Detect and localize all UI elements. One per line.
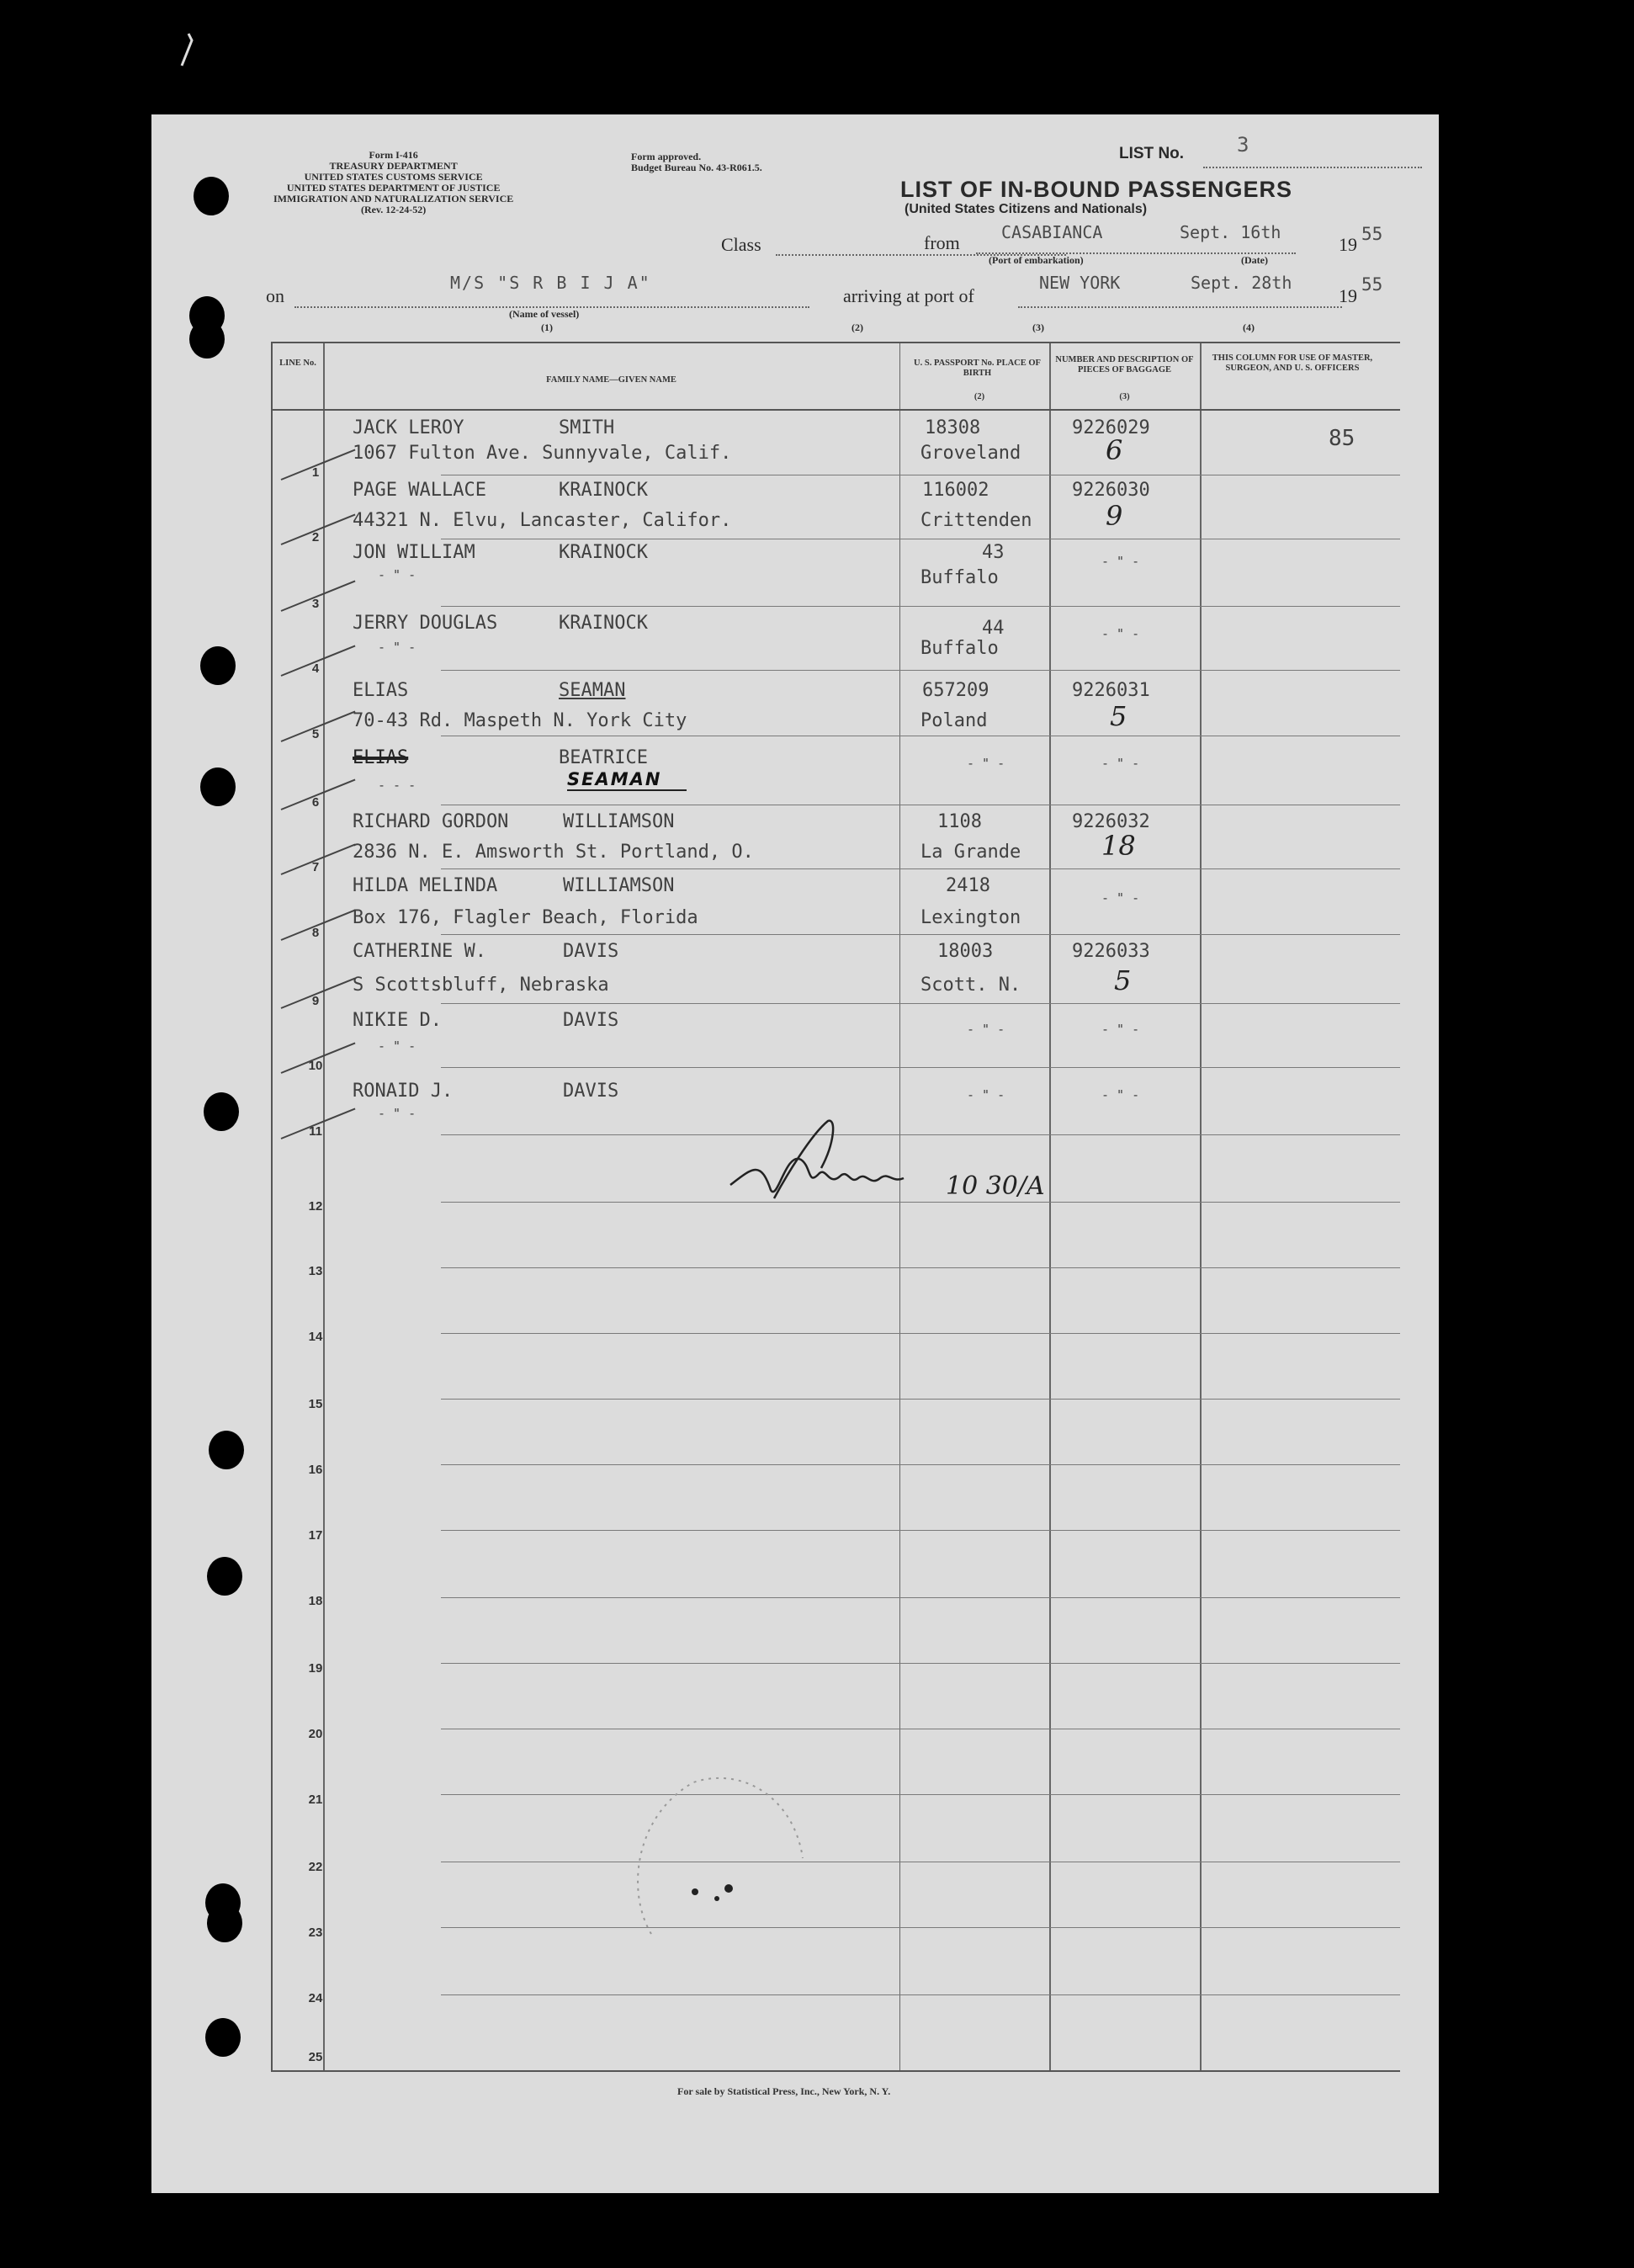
row-6-family: BEATRICE (559, 747, 648, 768)
row-7-birthplace: La Grande (920, 842, 1021, 863)
line-number: 4 (311, 661, 320, 676)
line-number: 19 (308, 1661, 323, 1676)
line-number: 2 (311, 530, 320, 544)
row-3-birthplace: Buffalo (920, 567, 999, 588)
row-9-passport: 18003 (937, 941, 994, 962)
arriving-label: arriving at port of (843, 285, 974, 306)
row-5-family: SEAMAN (559, 680, 626, 701)
row-8-passport: 2418 (946, 875, 990, 896)
row-5-birthplace: Poland (920, 710, 988, 731)
row-11-address: - " - (378, 1106, 416, 1121)
row-9-family: DAVIS (563, 941, 619, 962)
departure-year-prefix: 19 (1339, 234, 1357, 255)
page-subtitle: (United States Citizens and Nationals) (905, 202, 1148, 216)
column-header-passport: U. S. PASSPORT No. PLACE OF BIRTH (914, 359, 1041, 378)
departure-year: 55 (1361, 224, 1383, 244)
row-2-address: 44321 N. Elvu, Lancaster, Califor. (353, 510, 732, 531)
row-4-family: KRAINOCK (559, 613, 648, 634)
port-caption: (Port of embarkation) (989, 254, 1084, 266)
punch-hole (207, 1557, 242, 1596)
punch-hole (204, 1092, 239, 1131)
row-10-passport: - " - (967, 1022, 1005, 1037)
table-row-rule (441, 1267, 1400, 1268)
row-1-address: 1067 Fulton Ave. Sunnyvale, Calif. (353, 443, 732, 464)
from-label: from (924, 232, 960, 253)
row-3-family: KRAINOCK (559, 542, 648, 563)
row-2-baggage-number: 9226030 (1072, 480, 1150, 501)
signature-time: 10 30/A (946, 1171, 1045, 1201)
row-8-family: WILLIAMSON (563, 875, 675, 896)
line-number: 15 (308, 1397, 323, 1411)
line-number: 22 (308, 1860, 323, 1874)
row-6-passport: - " - (967, 756, 1005, 771)
punch-hole (200, 646, 236, 685)
row-3-baggage-number: - " - (1101, 554, 1140, 569)
row-4-baggage-number: - " - (1101, 626, 1140, 641)
footer-imprint: For sale by Statistical Press, Inc., New York, N. Y. (677, 2085, 891, 2097)
row-1-family: SMITH (559, 417, 615, 438)
line-number: 9 (311, 994, 320, 1008)
table-row-rule (441, 1333, 1400, 1334)
row-9-birthplace: Scott. N. (920, 975, 1021, 996)
table-row-rule (441, 1663, 1400, 1664)
column-header-line: LINE No. (279, 359, 316, 368)
row-4-given: JERRY DOUGLAS (353, 613, 498, 634)
line-number: 7 (311, 860, 320, 874)
row-5-pieces: 5 (1110, 700, 1127, 732)
vessel-name: M/S "S R B I J A" (450, 273, 651, 293)
row-2-given: PAGE WALLACE (353, 480, 486, 501)
line-number: 13 (308, 1264, 323, 1278)
row-8-address: Box 176, Flagler Beach, Florida (353, 907, 698, 928)
handwritten-seaman: SEAMAN (567, 769, 687, 791)
faint-stamp (618, 1766, 820, 1959)
corner-pen-mark (177, 32, 194, 71)
row-11-given: RONAID J. (353, 1081, 454, 1102)
line-number: 20 (308, 1727, 323, 1741)
row-2-birthplace: Crittenden (920, 510, 1032, 531)
row-1-birthplace: Groveland (920, 443, 1021, 464)
line-number: 23 (308, 1925, 323, 1940)
line-number: 14 (308, 1330, 323, 1344)
line-number: 3 (311, 597, 320, 611)
row-4-address: - " - (378, 640, 416, 655)
list-number-value: 3 (1237, 133, 1249, 157)
class-label: Class (721, 234, 761, 255)
line-number: 16 (308, 1463, 323, 1477)
line-number: 11 (309, 1124, 322, 1139)
row-10-given: NIKIE D. (353, 1010, 442, 1031)
row-8-given: HILDA MELINDA (353, 875, 498, 896)
table-row-rule (441, 1067, 1400, 1068)
vessel-caption: (Name of vessel) (509, 308, 580, 320)
table-row-rule (441, 1530, 1400, 1531)
table-row-rule (441, 934, 1400, 935)
table-row-rule (441, 1994, 1400, 1995)
row-5-address: 70-43 Rd. Maspeth N. York City (353, 710, 687, 731)
line-number: 18 (308, 1594, 323, 1608)
row-6-baggage-number: - " - (1101, 756, 1140, 771)
row-1-pieces: 6 (1106, 434, 1123, 466)
punch-hole (205, 2018, 241, 2057)
row-11-family: DAVIS (563, 1081, 619, 1102)
row-11-baggage-number: - " - (1101, 1087, 1140, 1102)
on-label: on (266, 285, 284, 306)
table-row-rule (441, 1399, 1400, 1400)
row-3-passport: 43 (982, 542, 1005, 563)
row-7-baggage-number: 9226032 (1072, 811, 1150, 832)
officer-mark: 85 (1329, 426, 1355, 451)
line-number: 5 (311, 727, 320, 741)
line-number: 10 (308, 1059, 323, 1073)
arrival-year: 55 (1361, 274, 1383, 295)
row-5-baggage-number: 9226031 (1072, 680, 1150, 701)
arrival-year-prefix: 19 (1339, 285, 1357, 306)
row-9-given: CATHERINE W. (353, 941, 486, 962)
row-2-pieces: 9 (1106, 500, 1123, 532)
manifest-sheet: Form I-416 TREASURY DEPARTMENT UNITED STATES CUSTOMS SERVICE UNITED STATES DEPARTMENT OF JUSTICE IMMIGRATION AND NATURALIZATION SERVICE (Rev. 12-24-52) Form approved. Budget Bureau No. 43-R061.5. LIST No. 3 LIST OF IN-BOUND PASSENGERS (United States Citizens and Nationals) Class from CASABIANCA Sept. 16th 19 55 (Port of embarkation) (Date) on M/S "S R B I J A" (Name of vessel) (1) arriving at port of NEW YORK Sept. 28th 19 55 (2) (3) (4) LINE No. FAMILY NAME—GIVEN NAME U. S. PASSPORT No. PLACE OF BIRTH (2) NUMBER AND DESCRIPTION OF PIECES OF BAGGAGE (3) THIS COLUMN FOR USE OF MASTER, SURGEON, AND U. S. OFFICERS 1 2 3 4 5 6 7 8 9 10 11 12 13 14 15 16 17 18 19 20 21 22 23 24 25 JACK LEROY SMITH 1067 Fulton Ave. Sunnyvale, Calif. 18308 Groveland 9226029 6 85 PAGE WALLACE KRAINOCK 44321 N. Elvu, Lancaster, Califor. 116002 Crittenden 9226030 9 JON WILLIAM KRAINOCK - " - 43 Buffalo - " - JERRY DOUGLAS KRAINOCK - " - 44 Buffalo - " - ELIAS SEAMAN 70-43 Rd. Maspeth N. York City 657209 Poland 9226031 5 ELIAS BEATRICE - - - SEAMAN - " - - " - RICHARD GORDON WILLIAMSON 2836 N. E. Amsworth St. Portland, O. 1108 La Grande 9226032 18 HILDA MELINDA WILLIAMSON Box 176, Flagler Beach, Florida 2418 Lexington - " - CATHERINE W. DAVIS S Scottsbluff, Nebraska 18003 Scott. N. 9226033 5 NIKIE D. DAVIS - " - - " - - " - RONAID J. DAVIS - " - - " - - " - 10 30/A For sale by Statistical Press, Inc., New York, N. Y. (151, 114, 1439, 2193)
port-of-embarkation: CASABIANCA (1001, 222, 1103, 242)
table-row-rule (441, 606, 1400, 607)
row-6-given-struck: ELIAS (353, 747, 409, 768)
column-header-baggage: NUMBER AND DESCRIPTION OF PIECES OF BAGGAGE (1055, 355, 1194, 374)
row-1-baggage-number: 9226029 (1072, 417, 1150, 438)
line-number: 6 (311, 795, 320, 810)
column-header-name: FAMILY NAME—GIVEN NAME (546, 375, 676, 385)
passenger-table: LINE No. FAMILY NAME—GIVEN NAME U. S. PASSPORT No. PLACE OF BIRTH (2) NUMBER AND DESCRIPTION OF PIECES OF BAGGAGE (3) THIS COLUMN FOR USE OF MASTER, SURGEON, AND U. S. OFFICERS 1 2 3 4 5 6 7 8 9 10 11 12 13 14 15 16 17 18 19 20 21 22 23 24 25 JACK LEROY SMITH 1067 Fulton Ave. Sunnyvale, Calif. 18308 Groveland 9226029 6 85 PAGE WALLACE KRAINOCK 44321 N. Elvu, Lancaster, Califor. 116002 Crittenden 9226030 9 JON WILLIAM KRAINOCK - " - 43 Buffalo - " - JERRY DOUGLAS KRAINOCK - " - 44 Buffalo - " - ELIAS SEAMAN 70-43 Rd. Maspeth N. York City 657209 Poland 9226031 5 ELIAS BEATRICE - - - SEAMAN - " - - " - RICHARD GORDON WILLIAMSON 2836 N. E. Amsworth St. Portland, O. 1108 La Grande 9226032 18 HILDA MELINDA WILLIAMSON Box 176, Flagler Beach, Florida 2418 Lexington - " - CATHERINE W. DAVIS S Scottsbluff, Nebraska 18003 Scott. N. 9226033 5 NIKIE D. DAVIS - " - - " - - " - RONAID J. DAVIS - " - - " - - " - 10 30/A (271, 342, 1400, 2072)
table-row-rule (441, 1927, 1400, 1928)
row-1-given: JACK LEROY (353, 417, 464, 438)
punch-hole (200, 768, 236, 806)
row-4-birthplace: Buffalo (920, 638, 999, 659)
table-row-rule (441, 1464, 1400, 1465)
table-row-rule (441, 1597, 1400, 1598)
row-8-birthplace: Lexington (920, 907, 1021, 928)
list-number-label: LIST No. (1119, 145, 1185, 162)
row-7-address: 2836 N. E. Amsworth St. Portland, O. (353, 842, 754, 863)
table-row-rule (441, 1794, 1400, 1795)
row-3-address: - " - (378, 567, 416, 582)
row-10-family: DAVIS (563, 1010, 619, 1031)
row-8-baggage-number: - " - (1101, 890, 1140, 906)
punch-hole (207, 1904, 242, 1942)
form-approval: Form approved. Budget Bureau No. 43-R061.5. (631, 151, 762, 173)
form-identification: Form I-416 TREASURY DEPARTMENT UNITED STATES CUSTOMS SERVICE UNITED STATES DEPARTMENT OF JUSTICE IMMIGRATION AND NATURALIZATION SERVICE (Rev. 12-24-52) (273, 149, 514, 215)
row-7-passport: 1108 (937, 811, 982, 832)
row-5-passport: 657209 (922, 680, 989, 701)
row-2-passport: 116002 (922, 480, 989, 501)
table-row-rule (441, 868, 1400, 869)
column-header-officers: THIS COLUMN FOR USE OF MASTER, SURGEON, AND U. S. OFFICERS (1212, 353, 1373, 373)
row-7-pieces: 18 (1101, 830, 1136, 862)
punch-hole (194, 177, 229, 215)
page-title: LIST OF IN-BOUND PASSENGERS (900, 177, 1293, 202)
departure-date: Sept. 16th (1180, 222, 1281, 242)
row-10-address: - " - (378, 1038, 416, 1054)
line-number: 25 (308, 2050, 323, 2064)
line-number: 1 (311, 465, 320, 480)
date-caption: (Date) (1241, 254, 1268, 266)
row-7-given: RICHARD GORDON (353, 811, 509, 832)
row-6-address: - - - (378, 778, 416, 793)
row-4-passport: 44 (982, 618, 1005, 639)
line-number: 8 (311, 926, 320, 940)
officer-signature (727, 1118, 929, 1219)
table-row-rule (441, 670, 1400, 671)
row-3-given: JON WILLIAM (353, 542, 475, 563)
row-11-passport: - " - (967, 1087, 1005, 1102)
arrival-port: NEW YORK (1039, 273, 1121, 293)
punch-hole (209, 1431, 244, 1469)
row-9-address: S Scottsbluff, Nebraska (353, 975, 609, 996)
table-row-rule (441, 1003, 1400, 1004)
arrival-date: Sept. 28th (1191, 273, 1292, 293)
row-1-passport: 18308 (925, 417, 981, 438)
line-number: 17 (308, 1528, 323, 1543)
line-number: 12 (308, 1199, 323, 1214)
line-number: 24 (308, 1991, 323, 2005)
row-9-baggage-number: 9226033 (1072, 941, 1150, 962)
row-9-pieces: 5 (1114, 964, 1132, 996)
row-10-baggage-number: - " - (1101, 1022, 1140, 1037)
row-5-given: ELIAS (353, 680, 409, 701)
row-7-family: WILLIAMSON (563, 811, 675, 832)
row-2-family: KRAINOCK (559, 480, 648, 501)
punch-hole (189, 320, 225, 359)
line-number: 21 (308, 1793, 323, 1807)
